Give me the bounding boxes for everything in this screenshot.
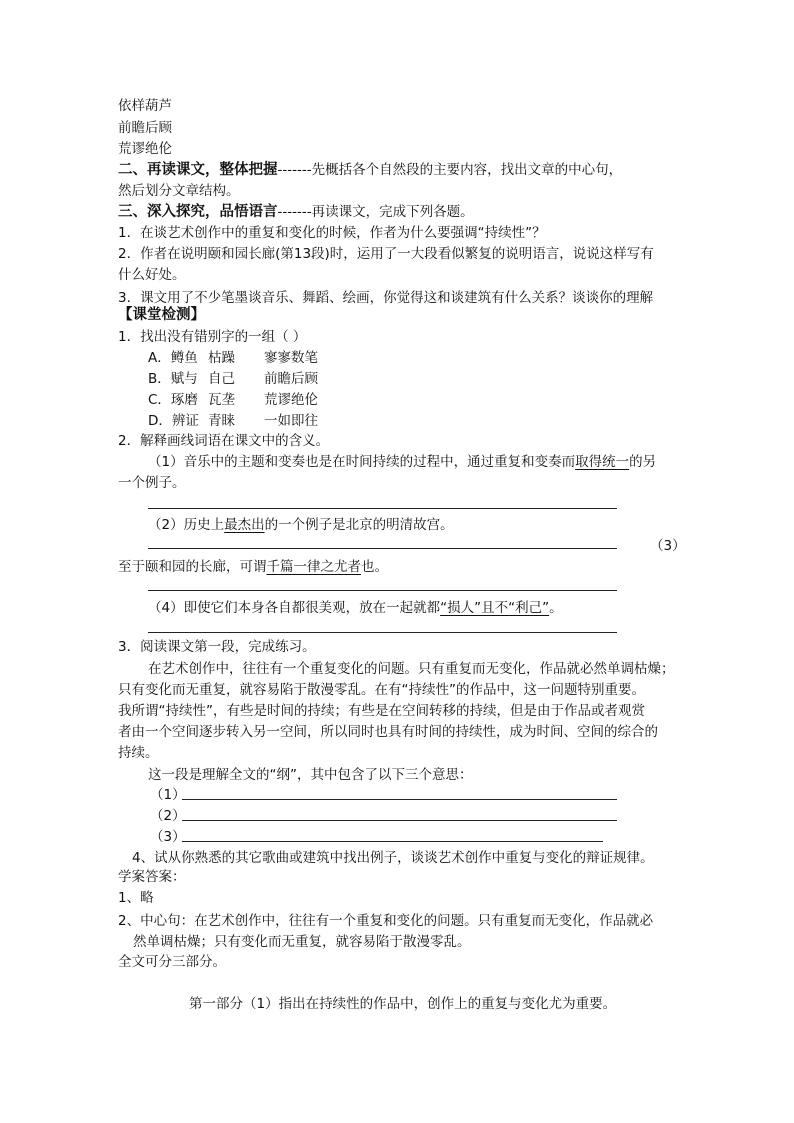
check-question-1: 1．找出没有错别字的一组（ ） (118, 329, 307, 345)
question-1: 1．在谈艺术创作中的重复和变化的时候，作者为什么要强调“持续性”？ (118, 225, 546, 241)
blank-label-3: （3） (150, 829, 186, 845)
check-question-2: 2．解释画线词语在课文中的含义。 (118, 433, 330, 449)
option-label: D．辨证 (148, 413, 199, 429)
reading-paragraph-line: 者由一个空间逐步转入另一空间，所以同时也具有时间的持续性，成为时间、空间的综合的 (118, 724, 658, 740)
option-label: A．鳟鱼 (148, 350, 198, 366)
option-label: B．赋与 (148, 371, 198, 387)
sub-question-3-number: （3） (650, 538, 686, 554)
vocab-word: 依样葫芦 (118, 98, 172, 114)
vocab-word: 荒谬绝伦 (118, 141, 172, 157)
answer-line[interactable] (148, 590, 617, 591)
blank-label-1: （1） (150, 787, 186, 803)
question-2: 2．作者在说明颐和园长廊(第13段)时，运用了一大段看似繁复的说明语言，说说这样写有 (118, 246, 654, 262)
question-2-cont: 什么好处。 (118, 267, 186, 283)
option-word: 青睐 (208, 413, 235, 429)
reading-paragraph-line: 我所谓“持续性”，有些是时间的持续；有些是在空间转移的持续，但是由于作品或者观赏 (118, 703, 645, 719)
answer-line[interactable] (148, 508, 617, 509)
underlined-phrase: “损人”且不“利己” (440, 600, 550, 616)
option-word: 荒谬绝伦 (264, 392, 318, 408)
answer-2-cont: 然单调枯燥；只有变化而无重复，就容易陷于散漫零乱。 (133, 934, 471, 950)
reading-paragraph-line: 只有变化而无重复，就容易陷于散漫零乱。在有“持续性”的作品中，这一问题特别重要。 (118, 682, 645, 698)
check-title: 【课堂检测】 (118, 307, 205, 323)
option-word: 前瞻后顾 (264, 371, 318, 387)
section-three-text: -------再读课文，完成下列各题。 (277, 204, 474, 220)
answer-line[interactable] (148, 548, 617, 549)
reading-paragraph-line: 持续。 (118, 745, 159, 761)
option-d (148, 411, 318, 431)
option-a (148, 348, 318, 368)
option-label: C．琢磨 (148, 392, 198, 408)
section-two-line (118, 160, 622, 180)
underlined-phrase: 最杰出 (224, 517, 265, 533)
option-word: 寥寥数笔 (264, 350, 318, 366)
vocab-word: 前瞻后顾 (118, 120, 172, 136)
part-one-summary: 第一部分（1）指出在持续性的作品中，创作上的重复与变化尤为重要。 (189, 996, 617, 1012)
question-3: 3．课文用了不少笔墨谈音乐、舞蹈、绘画，你觉得这和谈建筑有什么关系？谈谈你的理解 (118, 290, 654, 306)
gang-prompt: 这一段是理解全文的“纲”，其中包含了以下三个意思： (148, 767, 473, 783)
section-three-title: 三、深入探究，品悟语言 (118, 204, 278, 220)
answer-line[interactable] (148, 632, 617, 633)
underlined-phrase: 取得统一 (575, 454, 630, 470)
answer-line[interactable] (182, 841, 603, 842)
answer-line[interactable] (182, 820, 617, 821)
blank-label-2: （2） (150, 808, 186, 824)
check-question-3: 3．阅读课文第一段，完成练习。 (118, 639, 316, 655)
option-word: 枯躁 (208, 350, 235, 366)
reading-paragraph-line: 在艺术创作中，往往有一个重复变化的问题。只有重复而无变化，作品就必然单调枯燥； (148, 661, 675, 677)
sub-question-3: 至于颐和园的长廊，可谓千篇一律之尤者也。 (118, 559, 388, 575)
sub-question-4: （4）即使它们本身各自都很美观，放在一起就都“损人”且不“利己”。 (148, 600, 563, 616)
answer-2: 2、中心句：在艺术创作中，往往有一个重复和变化的问题。只有重复而无变化，作品就必 (118, 913, 654, 929)
section-two-title: 二、再读课文，整体把握 (118, 162, 278, 178)
answer-3: 全文可分三部分。 (118, 954, 226, 970)
section-three-line (118, 202, 474, 222)
sub-question-1-cont: 一个例子。 (118, 475, 186, 491)
answer-line[interactable] (182, 799, 617, 800)
answer-key-title: 学案答案： (118, 869, 186, 885)
option-word: 自己 (208, 371, 235, 387)
option-c (148, 390, 318, 410)
check-question-4: 4、试从你熟悉的其它歌曲或建筑中找出例子，谈谈艺术创作中重复与变化的辩证规律。 (132, 850, 654, 866)
sub-question-1: （1）音乐中的主题和变奏也是在时间持续的过程中，通过重复和变奏而取得统一的另 (148, 454, 657, 470)
section-two-text: -------先概括各个自然段的主要内容，找出文章的中心句， (277, 162, 623, 178)
underlined-phrase: 千篇一律之尤者 (266, 559, 361, 575)
option-word: 一如即往 (264, 413, 318, 429)
answer-1: 1、略 (118, 890, 154, 906)
section-two-text-cont: 然后划分文章结构。 (118, 183, 240, 199)
option-word: 瓦垄 (208, 392, 235, 408)
sub-question-2: （2）历史上最杰出的一个例子是北京的明清故宫。 (148, 517, 454, 533)
option-b (148, 369, 318, 389)
